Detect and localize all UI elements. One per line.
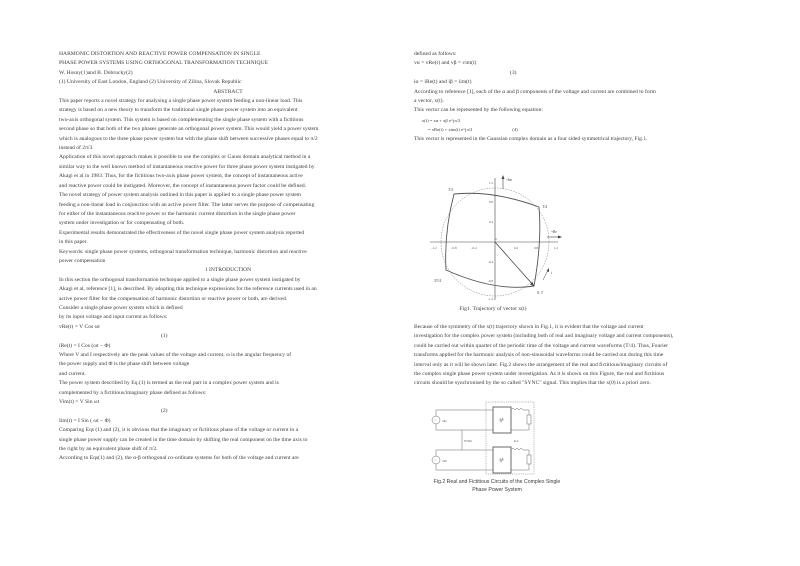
equation-4a: x(t) = xα + xβ e^jπ/2 (422, 117, 461, 123)
svg-text:0: 0 (495, 237, 497, 241)
svg-text:-0.8: -0.8 (451, 246, 457, 250)
svg-text:~: ~ (434, 417, 437, 423)
equation-3a: vα = vRe(t) and vβ = vim(t) (414, 60, 477, 67)
equation-2b: Iim(t) = I Sin ( ωt − Φ) (59, 417, 111, 424)
abstract-line: and reactive power could be instigated. Moreover, the concept of instantaneous power factor could be defined. (59, 182, 307, 189)
circuit-diagram (428, 400, 538, 476)
svg-text:⊬: ⊬ (499, 418, 505, 424)
body-line: Because of the symmetry of the x(t) trajectory shown in Fig.1, it is evident that the voltage and current (414, 324, 644, 330)
svg-text:T/2: T/2 (448, 188, 454, 192)
svg-text:1.2: 1.2 (488, 181, 493, 185)
svg-text:0.4: 0.4 (488, 220, 493, 224)
svg-text:SYNC: SYNC (464, 439, 473, 443)
abstract-line: feeding a non-linear load in conjunction with an active power filter. The latter serves the purpose of compensating (59, 201, 315, 208)
abstract-line: Akagi et al in 1983. Thus, for the fictitious two-axis phase power system, the concept of instantaneous active (59, 173, 303, 180)
abstract-line: Experimental results demonstrated the effectiveness of the novel single phase power system analysis reported (59, 229, 305, 236)
authors: W. Hosny(1)and B. Dobrucky(2) (59, 69, 133, 76)
body-line: This vector can be represented by the following equation: (414, 107, 543, 114)
intro-line: In this section the orthogonal transformation technique applied to a single phase power system instigated by (59, 276, 301, 283)
abstract-line: for either of the instantaneous reactive power or the harmonic current distortion in the single phase power (59, 210, 296, 217)
svg-text:-1.2: -1.2 (487, 297, 493, 301)
svg-text:~: ~ (434, 457, 437, 463)
continued-text: defined as follows: (414, 51, 457, 57)
svg-text:-1.2: -1.2 (431, 246, 437, 250)
abstract-line: strategy is based on a new theory to transform the traditional single phase power system into an equivalent (59, 107, 298, 114)
svg-text:-0.4: -0.4 (471, 246, 477, 250)
keywords-line: Keywords: single phase power systems, orthogonal transformation technique, harmonic distortion and reactive (59, 248, 307, 255)
intro-line: Consider a single phase power system which is defined (59, 304, 183, 311)
body-line: the power supply and Φ is the phase shift between voltage (59, 361, 190, 368)
svg-text:1.2: 1.2 (553, 246, 559, 250)
intro-heading: 1 INTRODUCTION (204, 267, 252, 274)
trajectory-plot (418, 172, 568, 307)
affiliations: (1) University of East London, England (2) University of Zilina, Slovak Republic (59, 79, 242, 86)
body-line: This vector is represented in the Gaussian complex domain as a four sided symmetrical trajectory, Fig.1. (414, 135, 648, 142)
svg-text:vIm: vIm (442, 459, 447, 463)
abstract-line: second phase so that both of the two phases generate an orthogonal power system. This would yield a power system (59, 126, 319, 133)
abstract-heading: ABSTRACT (213, 88, 243, 95)
figure-2-circuit (428, 400, 538, 476)
abstract-line: two-axis orthogonal system. This system is based on complementing the single phase system with a fictitious (59, 116, 304, 123)
figure-2-caption (412, 478, 582, 494)
body-line: Comparing Eqs (1) and (2), it is obvious that the imaginary or fictitious phase of the voltage or current in a (59, 427, 299, 434)
figure-1-trajectory (418, 172, 568, 307)
left-column (59, 50, 397, 464)
equation-1-number: (1) (161, 333, 168, 340)
equation-4b-text: = xRe(t) + xim(t) e^jπ/2 (428, 127, 473, 133)
intro-line: by its input voltage and input current as follows: (59, 314, 168, 321)
abstract-line: similar way to the well known method of instantaneous reactive power for three phase power system instigated by (59, 163, 315, 170)
body-line: interval only as it will be shown later. Fig.2 shows the arrangement of the real and fictitious/imaginary circuits of (414, 361, 668, 368)
svg-text:T/4: T/4 (542, 205, 548, 209)
figure-1-caption: Fig1. Trajectory of vector x(t) (459, 306, 527, 312)
body-line: the complex single phase power system under investigation. As it is shown on this Figure, the real and fictitious (414, 371, 665, 378)
body-line: investigation for the complex power system (including both of real and imaginary voltage and current components), (414, 333, 674, 340)
body-line: According to Eqs(1) and (2), the α-β orthogonal co-ordinate systems for both of the voltage and current are (59, 455, 299, 462)
keywords-line: power compensation (59, 257, 106, 264)
intro-line: Akagi et al, reference [1], is described. By adopting this technique expressions for the reference currents used in an (59, 286, 317, 293)
body-line: single phase power supply can be created in the time domain by shifting the real component on the time axis to (59, 436, 308, 443)
svg-text:-0.4: -0.4 (487, 260, 493, 264)
svg-text:t: t (551, 271, 552, 275)
svg-text:+Re: +Re (551, 230, 558, 234)
svg-text:⊬: ⊬ (499, 458, 505, 464)
body-line: transforms applied for the harmonic analysis of non-sinusoidal waveforms could be carried out during this time (414, 352, 664, 359)
right-column (414, 50, 766, 144)
right-column-lower (414, 323, 766, 389)
svg-text:0.8: 0.8 (533, 246, 539, 250)
svg-text:3T/4: 3T/4 (434, 279, 442, 283)
svg-text:+Im: +Im (506, 178, 513, 182)
figure-2-caption-line-1: Fig.2 Real and Fictitious Circuits of the Complex Single (433, 479, 561, 485)
body-line: Where V and I respectively are the peak values of the voltage and current, ω is the angular frequency of (59, 352, 292, 358)
abstract-line: The novel strategy of power system analysis outlined in this paper is applied to a single phase power system (59, 192, 302, 199)
svg-text:0; T: 0; T (537, 291, 544, 295)
equation-4b (414, 125, 766, 134)
svg-text:vRe: vRe (442, 419, 447, 423)
title-line-2: PHASE POWER SYSTEMS USING ORTHOGONAL TRANSFORMATION TECHNIQUE (59, 60, 269, 67)
abstract-line: in this paper. (59, 239, 88, 246)
equation-3b: iα = iRe(t) and iβ = iim(t) (414, 79, 472, 86)
title-line-1: HARMONIC DISTORTION AND REACTIVE POWER COMPENSATION IN SINGLE (59, 51, 261, 57)
figure-2-caption-line-2: Phase Power System (472, 487, 522, 493)
equation-2-number: (2) (161, 408, 168, 415)
svg-text:R-L: R-L (514, 439, 519, 443)
equation-3-number: (3) (510, 69, 517, 76)
abstract-line: system under investigation or for compensating of both. (59, 220, 185, 227)
abstract-line: which is analogous to the three phase power system but with the phase shift between successive phases equal to π/2 (59, 135, 318, 142)
intro-line: active power filter for the compensation of harmonic distortion or reactive power or both, are derived. (59, 295, 288, 302)
abstract-line: Application of this novel approach makes it possible to use the complex or Gauss domain analytical method in a (59, 154, 311, 161)
equation-1b: iRe(t) = I Cos (ωt − Φ) (59, 342, 111, 349)
abstract-line: This paper reports a novel strategy for analysing a single phase power system feeding a non-linear load. This (59, 98, 303, 105)
equation-2a: Vim(t) = V Sin ωt (59, 399, 100, 406)
svg-text:0.8: 0.8 (488, 200, 493, 204)
body-line: the right by an equivalent phase shift of π/2. (59, 446, 158, 453)
body-line: a vector, x(t). (414, 98, 444, 105)
abstract-line: instead of 2π/3. (59, 145, 94, 152)
equation-1a: vRe(t) = V Cos ωt (59, 323, 100, 330)
body-line: and current. (59, 370, 86, 377)
abstract-body (59, 97, 397, 266)
svg-text:-0.8: -0.8 (487, 279, 493, 283)
body-line: complemented by a fictitious/imaginary phase defined as follows: (59, 389, 207, 396)
body-line: circuits should be synchronised by the so called "SYNC" signal. This implies that the x(0) is a priori zero. (414, 380, 651, 387)
body-line: According to reference [1], each of the α and β components of the voltage and current are combined to form (414, 88, 656, 95)
body-line: could be carried out within quarter of the periodic time of the voltage and current waveforms (T/4). Thus, Fourier (414, 342, 669, 349)
body-line: The power system described by Eq.(1) is termed as the real part in a complex power system and is (59, 380, 279, 387)
equation-4-number: (4) (512, 127, 518, 133)
svg-text:0.4: 0.4 (513, 246, 519, 250)
